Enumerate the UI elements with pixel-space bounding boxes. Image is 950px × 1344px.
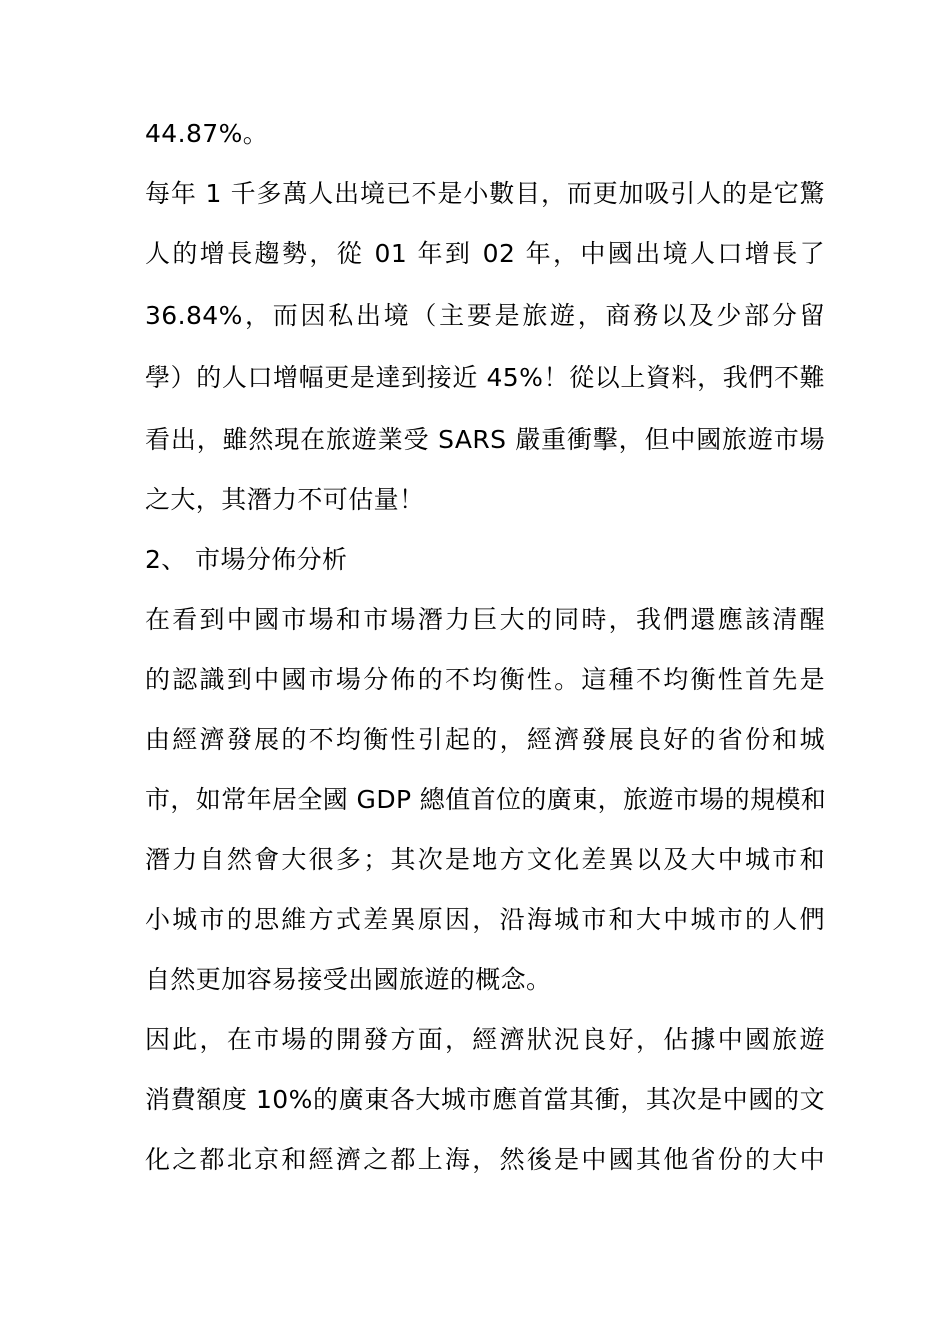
- text-line-7: 之大，其潛力不可估量！: [145, 485, 425, 514]
- text-line-12: 市，如常年居全國 GDP 總值首位的廣東，旅遊市場的規模和: [145, 785, 827, 814]
- text-line-9: 在看到中國市場和市場潛力巨大的同時，我們還應該清醒: [145, 605, 825, 634]
- text-line-4: 36.84%，而因私出境（主要是旅遊，商務以及少部分留: [145, 301, 825, 330]
- section-heading: 2、 市場分佈分析: [145, 545, 348, 574]
- text-line-13: 潛力自然會大很多；其次是地方文化差異以及大中城市和: [145, 845, 825, 874]
- text-line-14: 小城市的思維方式差異原因，沿海城市和大中城市的人們: [145, 905, 825, 934]
- text-line-18: 化之都北京和經濟之都上海，然後是中國其他省份的大中: [145, 1145, 825, 1174]
- text-line-10: 的認識到中國市場分佈的不均衡性。這種不均衡性首先是: [145, 665, 825, 694]
- text-line-5: 學）的人口增幅更是達到接近 45%！從以上資料，我們不難: [145, 363, 825, 392]
- text-line-16: 因此，在市場的開發方面，經濟狀況良好，佔據中國旅遊: [145, 1025, 825, 1054]
- text-line-6: 看出，雖然現在旅遊業受 SARS 嚴重衝擊，但中國旅遊市場: [145, 425, 825, 454]
- text-line-2: 每年 1 千多萬人出境已不是小數目，而更加吸引人的是它驚: [145, 179, 825, 208]
- text-line-1: 44.87%。: [145, 119, 269, 148]
- text-line-17: 消費額度 10%的廣東各大城市應首當其衝，其次是中國的文: [145, 1085, 825, 1114]
- text-line-15: 自然更加容易接受出國旅遊的概念。: [145, 965, 552, 994]
- text-line-11: 由經濟發展的不均衡性引起的，經濟發展良好的省份和城: [145, 725, 825, 754]
- text-line-3: 人的增長趨勢，從 01 年到 02 年，中國出境人口增長了: [145, 239, 825, 268]
